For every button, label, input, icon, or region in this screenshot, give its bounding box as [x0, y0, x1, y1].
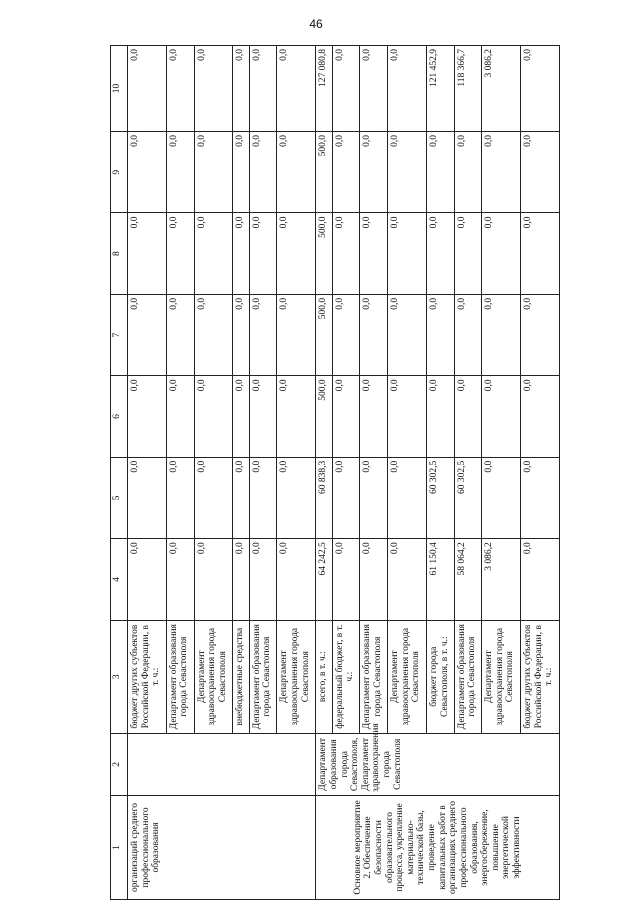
executor-cell: Департамент образования города Севастополя, Департамент здравоохранения города Севастополя [316, 733, 560, 795]
amount-cell: 0,0 [521, 457, 560, 538]
amount-cell: 0,0 [388, 46, 427, 132]
amount-cell: 0,0 [233, 46, 249, 132]
amount-cell: 60 302,5 [454, 457, 482, 538]
amount-cell: 0,0 [454, 294, 482, 375]
funding-source-cell: Департамент здравоохранения города Севастополя [194, 620, 233, 733]
amount-cell: 0,0 [194, 132, 233, 213]
funding-source-cell: Департамент образования города Севастополя [166, 620, 194, 733]
funding-source-cell: федеральный бюджет, в т. ч.: [332, 620, 360, 733]
funding-source-cell: всего, в т. ч.: [316, 620, 332, 733]
amount-cell: 0,0 [277, 46, 316, 132]
amount-cell: 0,0 [128, 376, 167, 457]
table-row [316, 46, 332, 900]
amount-cell: 0,0 [233, 213, 249, 294]
amount-cell: 118 366,7 [454, 46, 482, 132]
amount-cell: 0,0 [332, 457, 360, 538]
amount-cell: 3 086,2 [482, 539, 521, 620]
header-row [111, 46, 128, 900]
amount-cell: 0,0 [426, 213, 454, 294]
amount-cell: 0,0 [233, 376, 249, 457]
amount-cell: 0,0 [332, 132, 360, 213]
amount-cell: 0,0 [128, 539, 167, 620]
amount-cell: 0,0 [166, 539, 194, 620]
amount-cell: 500,0 [316, 213, 332, 294]
amount-cell: 0,0 [454, 213, 482, 294]
amount-cell: 0,0 [249, 294, 277, 375]
funding-source-cell: Департамент здравоохранения города Севастополя [388, 620, 427, 733]
header-cell: 2 [111, 733, 128, 795]
amount-cell: 0,0 [360, 213, 388, 294]
executor-cell [128, 733, 316, 795]
amount-cell: 0,0 [233, 132, 249, 213]
amount-cell: 0,0 [277, 539, 316, 620]
funding-source-cell: Департамент здравоохранения города Севастополя [277, 620, 316, 733]
amount-cell: 0,0 [521, 213, 560, 294]
amount-cell: 0,0 [482, 213, 521, 294]
amount-cell: 0,0 [426, 376, 454, 457]
header-cell: 7 [111, 294, 128, 375]
amount-cell: 0,0 [277, 376, 316, 457]
amount-cell: 0,0 [249, 213, 277, 294]
amount-cell: 0,0 [332, 46, 360, 132]
header-cell: 9 [111, 132, 128, 213]
amount-cell: 0,0 [332, 539, 360, 620]
amount-cell: 0,0 [194, 46, 233, 132]
activity-name-cell: Основное мероприятие 2. Обеспечение безопасности образовательного процесса, укрепление материально-технической базы, проведение капитальных работ в организациях среднего профессионального образования, энергосбережение, повышение энергетической эффективности [316, 795, 560, 899]
amount-cell: 0,0 [521, 376, 560, 457]
amount-cell: 0,0 [388, 376, 427, 457]
funding-source-cell: бюджет города Севастополя, в т. ч.: [426, 620, 454, 733]
amount-cell: 0,0 [360, 294, 388, 375]
amount-cell: 0,0 [332, 376, 360, 457]
rotated-table-wrapper [110, 45, 560, 900]
funding-source-cell: Департамент образования города Севастополя [360, 620, 388, 733]
amount-cell: 0,0 [360, 46, 388, 132]
amount-cell: 0,0 [166, 376, 194, 457]
amount-cell: 0,0 [277, 294, 316, 375]
amount-cell: 0,0 [194, 539, 233, 620]
program-funding-table [110, 45, 560, 900]
funding-source-cell: бюджет других субъектов Российской Федерации, в т. ч.: [128, 620, 167, 733]
funding-source-cell: Департамент образования города Севастополя [454, 620, 482, 733]
amount-cell: 0,0 [166, 457, 194, 538]
amount-cell: 0,0 [277, 457, 316, 538]
amount-cell: 0,0 [249, 457, 277, 538]
header-cell: 5 [111, 457, 128, 538]
amount-cell: 60 302,5 [426, 457, 454, 538]
amount-cell: 0,0 [194, 294, 233, 375]
amount-cell: 58 064,2 [454, 539, 482, 620]
amount-cell: 0,0 [482, 132, 521, 213]
amount-cell: 500,0 [316, 294, 332, 375]
amount-cell: 0,0 [388, 132, 427, 213]
amount-cell: 0,0 [166, 132, 194, 213]
amount-cell: 0,0 [128, 132, 167, 213]
amount-cell: 0,0 [128, 457, 167, 538]
amount-cell: 0,0 [521, 294, 560, 375]
amount-cell: 0,0 [388, 294, 427, 375]
amount-cell: 0,0 [388, 457, 427, 538]
amount-cell: 0,0 [426, 294, 454, 375]
table-row [128, 46, 167, 900]
amount-cell: 0,0 [454, 376, 482, 457]
amount-cell: 0,0 [166, 213, 194, 294]
amount-cell: 0,0 [277, 213, 316, 294]
amount-cell: 0,0 [233, 539, 249, 620]
amount-cell: 0,0 [194, 376, 233, 457]
amount-cell: 0,0 [482, 457, 521, 538]
header-cell: 8 [111, 213, 128, 294]
amount-cell: 0,0 [249, 46, 277, 132]
funding-source-cell: Департамент здравоохранения города Севастополя [482, 620, 521, 733]
header-cell: 6 [111, 376, 128, 457]
header-cell: 4 [111, 539, 128, 620]
amount-cell: 3 086,2 [482, 46, 521, 132]
amount-cell: 0,0 [521, 46, 560, 132]
table-region [110, 45, 560, 900]
amount-cell: 0,0 [128, 213, 167, 294]
amount-cell: 61 150,4 [426, 539, 454, 620]
amount-cell: 0,0 [249, 132, 277, 213]
amount-cell: 0,0 [360, 376, 388, 457]
activity-name-cell: организаций среднего профессионального образования [128, 795, 316, 899]
header-cell: 3 [111, 620, 128, 733]
funding-source-cell: Департамент образования города Севастополя [249, 620, 277, 733]
funding-source-cell: бюджет других субъектов Российской Федерации, в т. ч.: [521, 620, 560, 733]
amount-cell: 0,0 [249, 376, 277, 457]
amount-cell: 0,0 [233, 294, 249, 375]
amount-cell: 64 242,5 [316, 539, 332, 620]
amount-cell: 0,0 [249, 539, 277, 620]
amount-cell: 0,0 [166, 46, 194, 132]
amount-cell: 0,0 [454, 132, 482, 213]
amount-cell: 0,0 [277, 132, 316, 213]
amount-cell: 0,0 [128, 294, 167, 375]
amount-cell: 0,0 [521, 132, 560, 213]
amount-cell: 121 452,9 [426, 46, 454, 132]
amount-cell: 0,0 [360, 457, 388, 538]
amount-cell: 0,0 [128, 46, 167, 132]
amount-cell: 0,0 [166, 294, 194, 375]
amount-cell: 60 838,3 [316, 457, 332, 538]
funding-source-cell: внебюджетные средства [233, 620, 249, 733]
amount-cell: 0,0 [332, 213, 360, 294]
amount-cell: 0,0 [233, 457, 249, 538]
amount-cell: 0,0 [194, 457, 233, 538]
amount-cell: 0,0 [388, 539, 427, 620]
page-number: 46 [309, 17, 323, 31]
amount-cell: 0,0 [426, 132, 454, 213]
amount-cell: 0,0 [521, 539, 560, 620]
header-cell: 1 [111, 795, 128, 899]
amount-cell: 0,0 [332, 294, 360, 375]
amount-cell: 0,0 [388, 213, 427, 294]
amount-cell: 0,0 [482, 376, 521, 457]
amount-cell: 0,0 [360, 539, 388, 620]
amount-cell: 500,0 [316, 376, 332, 457]
amount-cell: 0,0 [482, 294, 521, 375]
amount-cell: 0,0 [360, 132, 388, 213]
amount-cell: 127 080,8 [316, 46, 332, 132]
header-cell: 10 [111, 46, 128, 132]
amount-cell: 500,0 [316, 132, 332, 213]
amount-cell: 0,0 [194, 213, 233, 294]
